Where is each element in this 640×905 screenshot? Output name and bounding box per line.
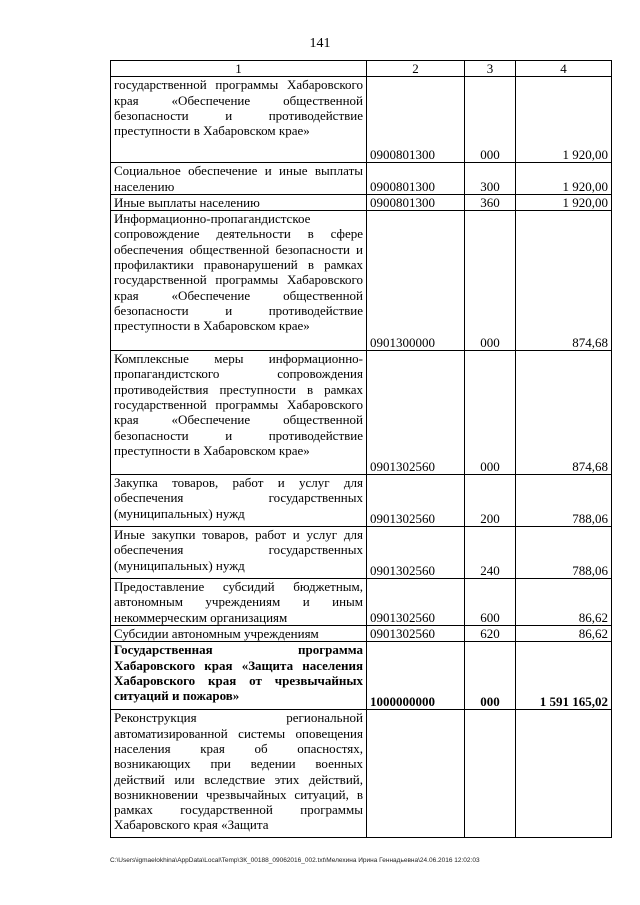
table-header-row: [111, 61, 612, 77]
row-name-cell: Иные закупки товаров, работ и услуг для обеспечения государственных (муниципальных) нужд: [111, 527, 367, 579]
row-name-cell: Государственная программа Хабаровского края «Защита населения Хабаровского края от чрезвычайных ситуаций и пожаров»: [111, 642, 367, 710]
row-name-cell: Субсидии автономным учреждениям: [111, 626, 367, 642]
row-amount-cell: 1 920,00: [516, 163, 612, 195]
row-kind-cell: 200: [465, 475, 516, 527]
row-name-cell: Закупка товаров, работ и услуг для обеспечения государственных (муниципальных) нужд: [111, 475, 367, 527]
page-number: 141: [309, 36, 331, 51]
row-amount-cell: 788,06: [516, 527, 612, 579]
row-code-cell: 1000000000: [367, 642, 465, 710]
row-name-cell: Иные выплаты населению: [111, 194, 367, 210]
row-kind-cell: 300: [465, 163, 516, 195]
row-amount-cell: 874,68: [516, 211, 612, 351]
row-kind-cell: 000: [465, 642, 516, 710]
row-amount-cell: 86,62: [516, 626, 612, 642]
row-code-cell: 0901302560: [367, 626, 465, 642]
table-row: [111, 642, 612, 710]
table-row: [111, 579, 612, 626]
row-code-cell: 0900801300: [367, 77, 465, 163]
column-header-kind: 3: [465, 61, 516, 77]
table-row: [111, 527, 612, 579]
row-kind-cell: 620: [465, 626, 516, 642]
row-kind-cell: 000: [465, 77, 516, 163]
table-row: [111, 710, 612, 838]
row-amount-cell: 1 920,00: [516, 77, 612, 163]
row-kind-cell: 000: [465, 351, 516, 475]
row-kind-cell: [465, 710, 516, 838]
row-name-cell: Предоставление субсидий бюджетным, автономным учреждениям и иным некоммерческим организациям: [111, 579, 367, 626]
row-code-cell: 0901302560: [367, 351, 465, 475]
row-kind-cell: 240: [465, 527, 516, 579]
row-amount-cell: [516, 710, 612, 838]
table-row: [111, 211, 612, 351]
column-header-code: 2: [367, 61, 465, 77]
row-amount-cell: 874,68: [516, 351, 612, 475]
row-name-cell: Социальное обеспечение и иные выплаты населению: [111, 163, 367, 195]
table-row: [111, 194, 612, 210]
column-header-name: 1: [111, 61, 367, 77]
column-header-amount: 4: [516, 61, 612, 77]
row-amount-cell: 1 591 165,02: [516, 642, 612, 710]
row-code-cell: 0901300000: [367, 211, 465, 351]
row-amount-cell: 86,62: [516, 579, 612, 626]
row-code-cell: 0901302560: [367, 527, 465, 579]
row-kind-cell: 600: [465, 579, 516, 626]
row-kind-cell: 000: [465, 211, 516, 351]
row-code-cell: 0900801300: [367, 163, 465, 195]
row-code-cell: [367, 710, 465, 838]
row-code-cell: 0901302560: [367, 475, 465, 527]
footer-file-path: C:\Users\igmaelokhina\AppData\Local\Temp\ЗК_00188_09062016_002.txt\Мелехина Ирина Геннадьевна\24.06.2016 12:02:03: [110, 857, 480, 864]
table-row: [111, 351, 612, 475]
row-amount-cell: 788,06: [516, 475, 612, 527]
table-row: [111, 163, 612, 195]
row-name-cell: Комплексные меры информационно-пропагандистского сопровождения противодействия преступности в рамках государственной программы Хабаровского края «Обеспечение общественной безопасности и противодействие преступности в Хабаровском крае»: [111, 351, 367, 475]
row-code-cell: 0900801300: [367, 194, 465, 210]
row-code-cell: 0901302560: [367, 579, 465, 626]
table-row: [111, 626, 612, 642]
row-name-cell: Информационно-пропагандистское сопровождение деятельности в сфере обеспечения общественной безопасности и профилактики правонарушений в рамках государственной программы Хабаровского края «Обеспечение общественной безопасности и противодействие преступности в Хабаровском крае»: [111, 211, 367, 351]
row-kind-cell: 360: [465, 194, 516, 210]
table-row: [111, 77, 612, 163]
row-name-cell: государственной программы Хабаровского края «Обеспечение общественной безопасности и противодействие преступности в Хабаровском крае»: [111, 77, 367, 163]
row-name-cell: Реконструкция региональной автоматизированной системы оповещения населения края об опасностях, возникающих при ведении военных действий или вследствие этих действий, возникновении чрезвычайных ситуаций, в рамках государственной программы Хабаровского края «Защита: [111, 710, 367, 838]
row-amount-cell: 1 920,00: [516, 194, 612, 210]
table-row: [111, 475, 612, 527]
budget-table: [110, 60, 612, 838]
